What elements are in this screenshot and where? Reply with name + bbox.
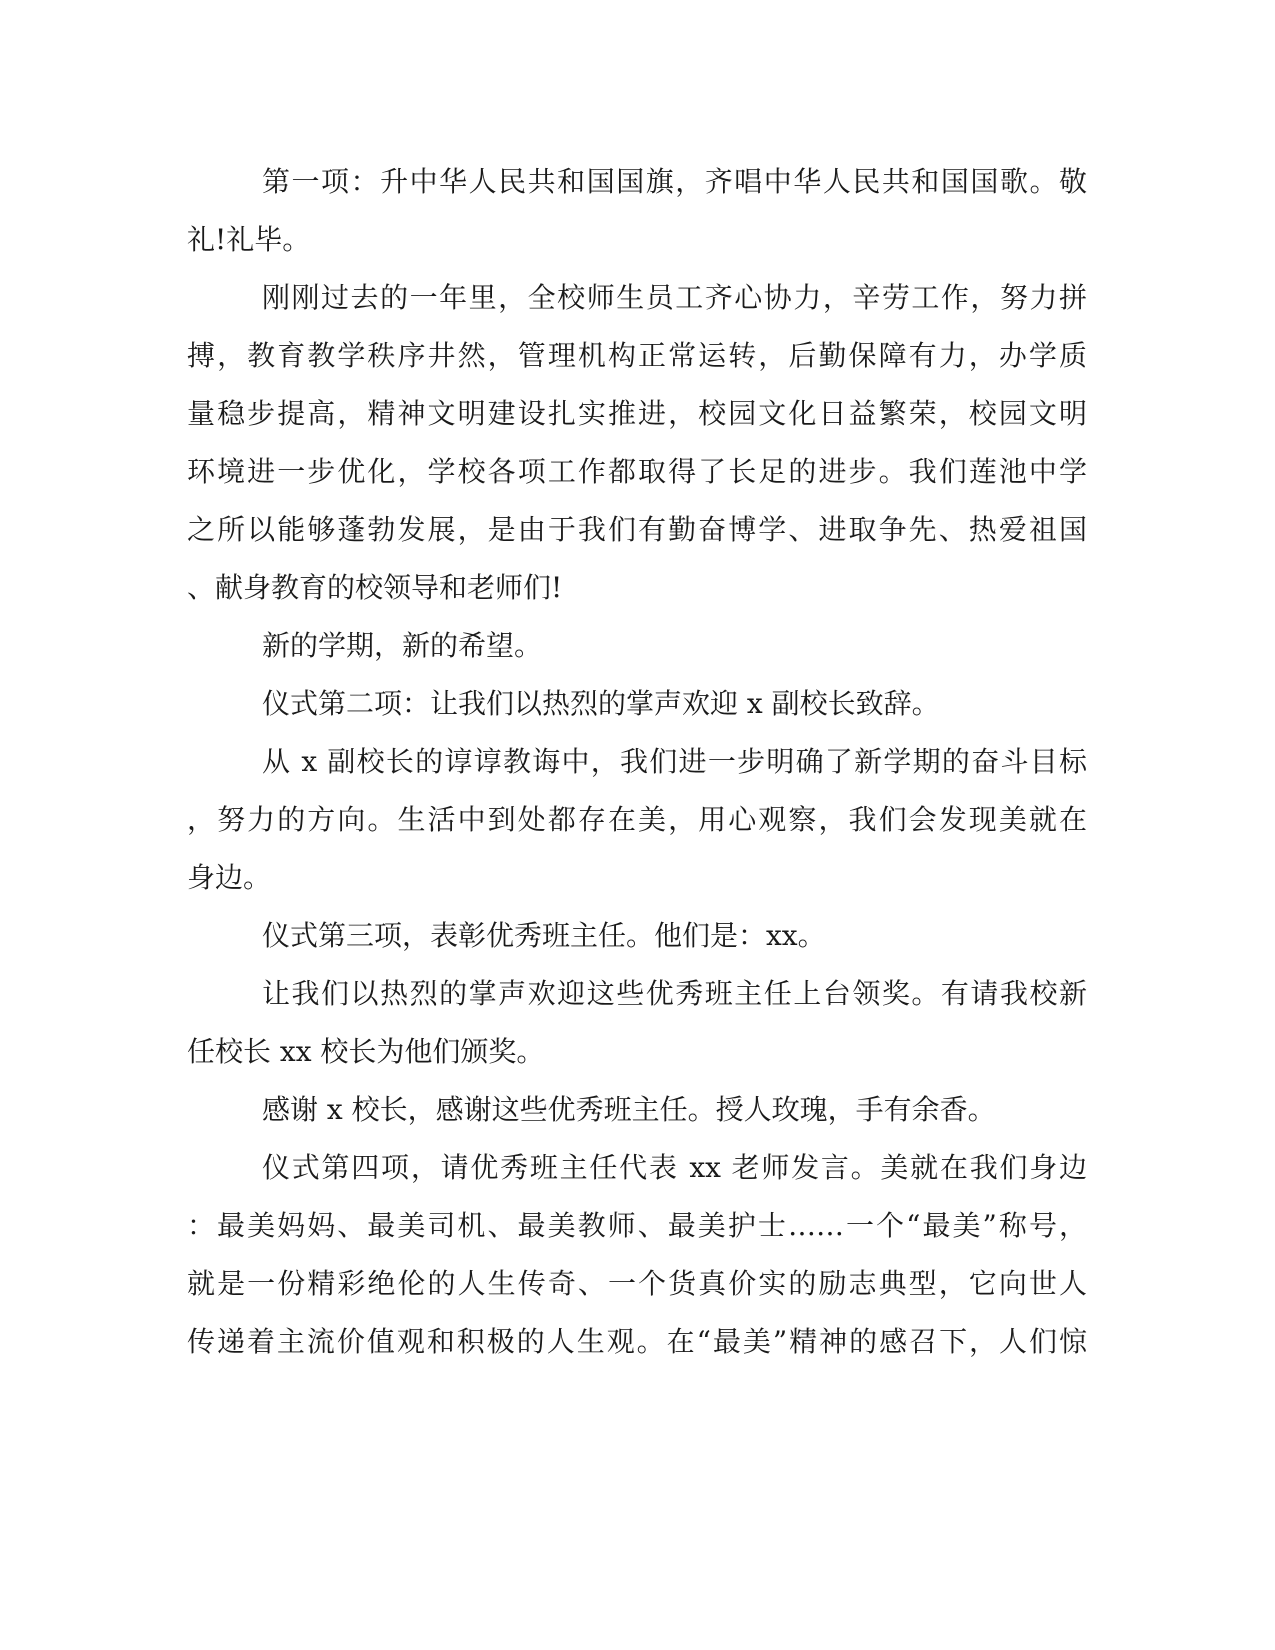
text-line: 身边。 (187, 861, 272, 894)
text-line: 新的学期，新的希望。 (262, 629, 543, 662)
text-line: 就是一份精彩绝伦的人生传奇、一个货真价实的励志典型，它向世人 (187, 1267, 1087, 1300)
text-line: 、献身教育的校领导和老师们! (187, 571, 563, 604)
text-line: 之所以能够蓬勃发展，是由于我们有勤奋博学、进取争先、热爱祖国 (187, 513, 1087, 546)
text-line: 感谢 x 校长，感谢这些优秀班主任。授人玫瑰，手有余香。 (262, 1093, 996, 1126)
text-line: 搏，教育教学秩序井然，管理机构正常运转，后勤保障有力，办学质 (187, 339, 1087, 372)
text-line: 仪式第二项：让我们以热烈的掌声欢迎 x 副校长致辞。 (262, 687, 940, 720)
text-line: 礼!礼毕。 (187, 223, 311, 256)
text-line: 任校长 xx 校长为他们颁奖。 (187, 1035, 545, 1068)
text-line: 量稳步提高，精神文明建设扎实推进，校园文化日益繁荣，校园文明 (187, 397, 1087, 430)
text-line: 仪式第三项，表彰优秀班主任。他们是：xx。 (262, 919, 826, 952)
text-line: 刚刚过去的一年里，全校师生员工齐心协力，辛劳工作，努力拼 (262, 281, 1087, 314)
text-line: 环境进一步优化，学校各项工作都取得了长足的进步。我们莲池中学 (187, 455, 1087, 488)
text-line: 仪式第四项，请优秀班主任代表 xx 老师发言。美就在我们身边 (262, 1151, 1087, 1184)
text-line: ：最美妈妈、最美司机、最美教师、最美护士……一个“最美”称号， (187, 1209, 1087, 1242)
text-line: 从 x 副校长的谆谆教诲中，我们进一步明确了新学期的奋斗目标 (262, 745, 1087, 778)
text-line: ，努力的方向。生活中到处都存在美，用心观察，我们会发现美就在 (187, 803, 1087, 836)
text-line: 传递着主流价值观和积极的人生观。在“最美”精神的感召下，人们惊 (187, 1325, 1087, 1358)
text-line: 让我们以热烈的掌声欢迎这些优秀班主任上台领奖。有请我校新 (262, 977, 1087, 1010)
text-line: 第一项：升中华人民共和国国旗，齐唱中华人民共和国国歌。敬 (262, 165, 1087, 198)
